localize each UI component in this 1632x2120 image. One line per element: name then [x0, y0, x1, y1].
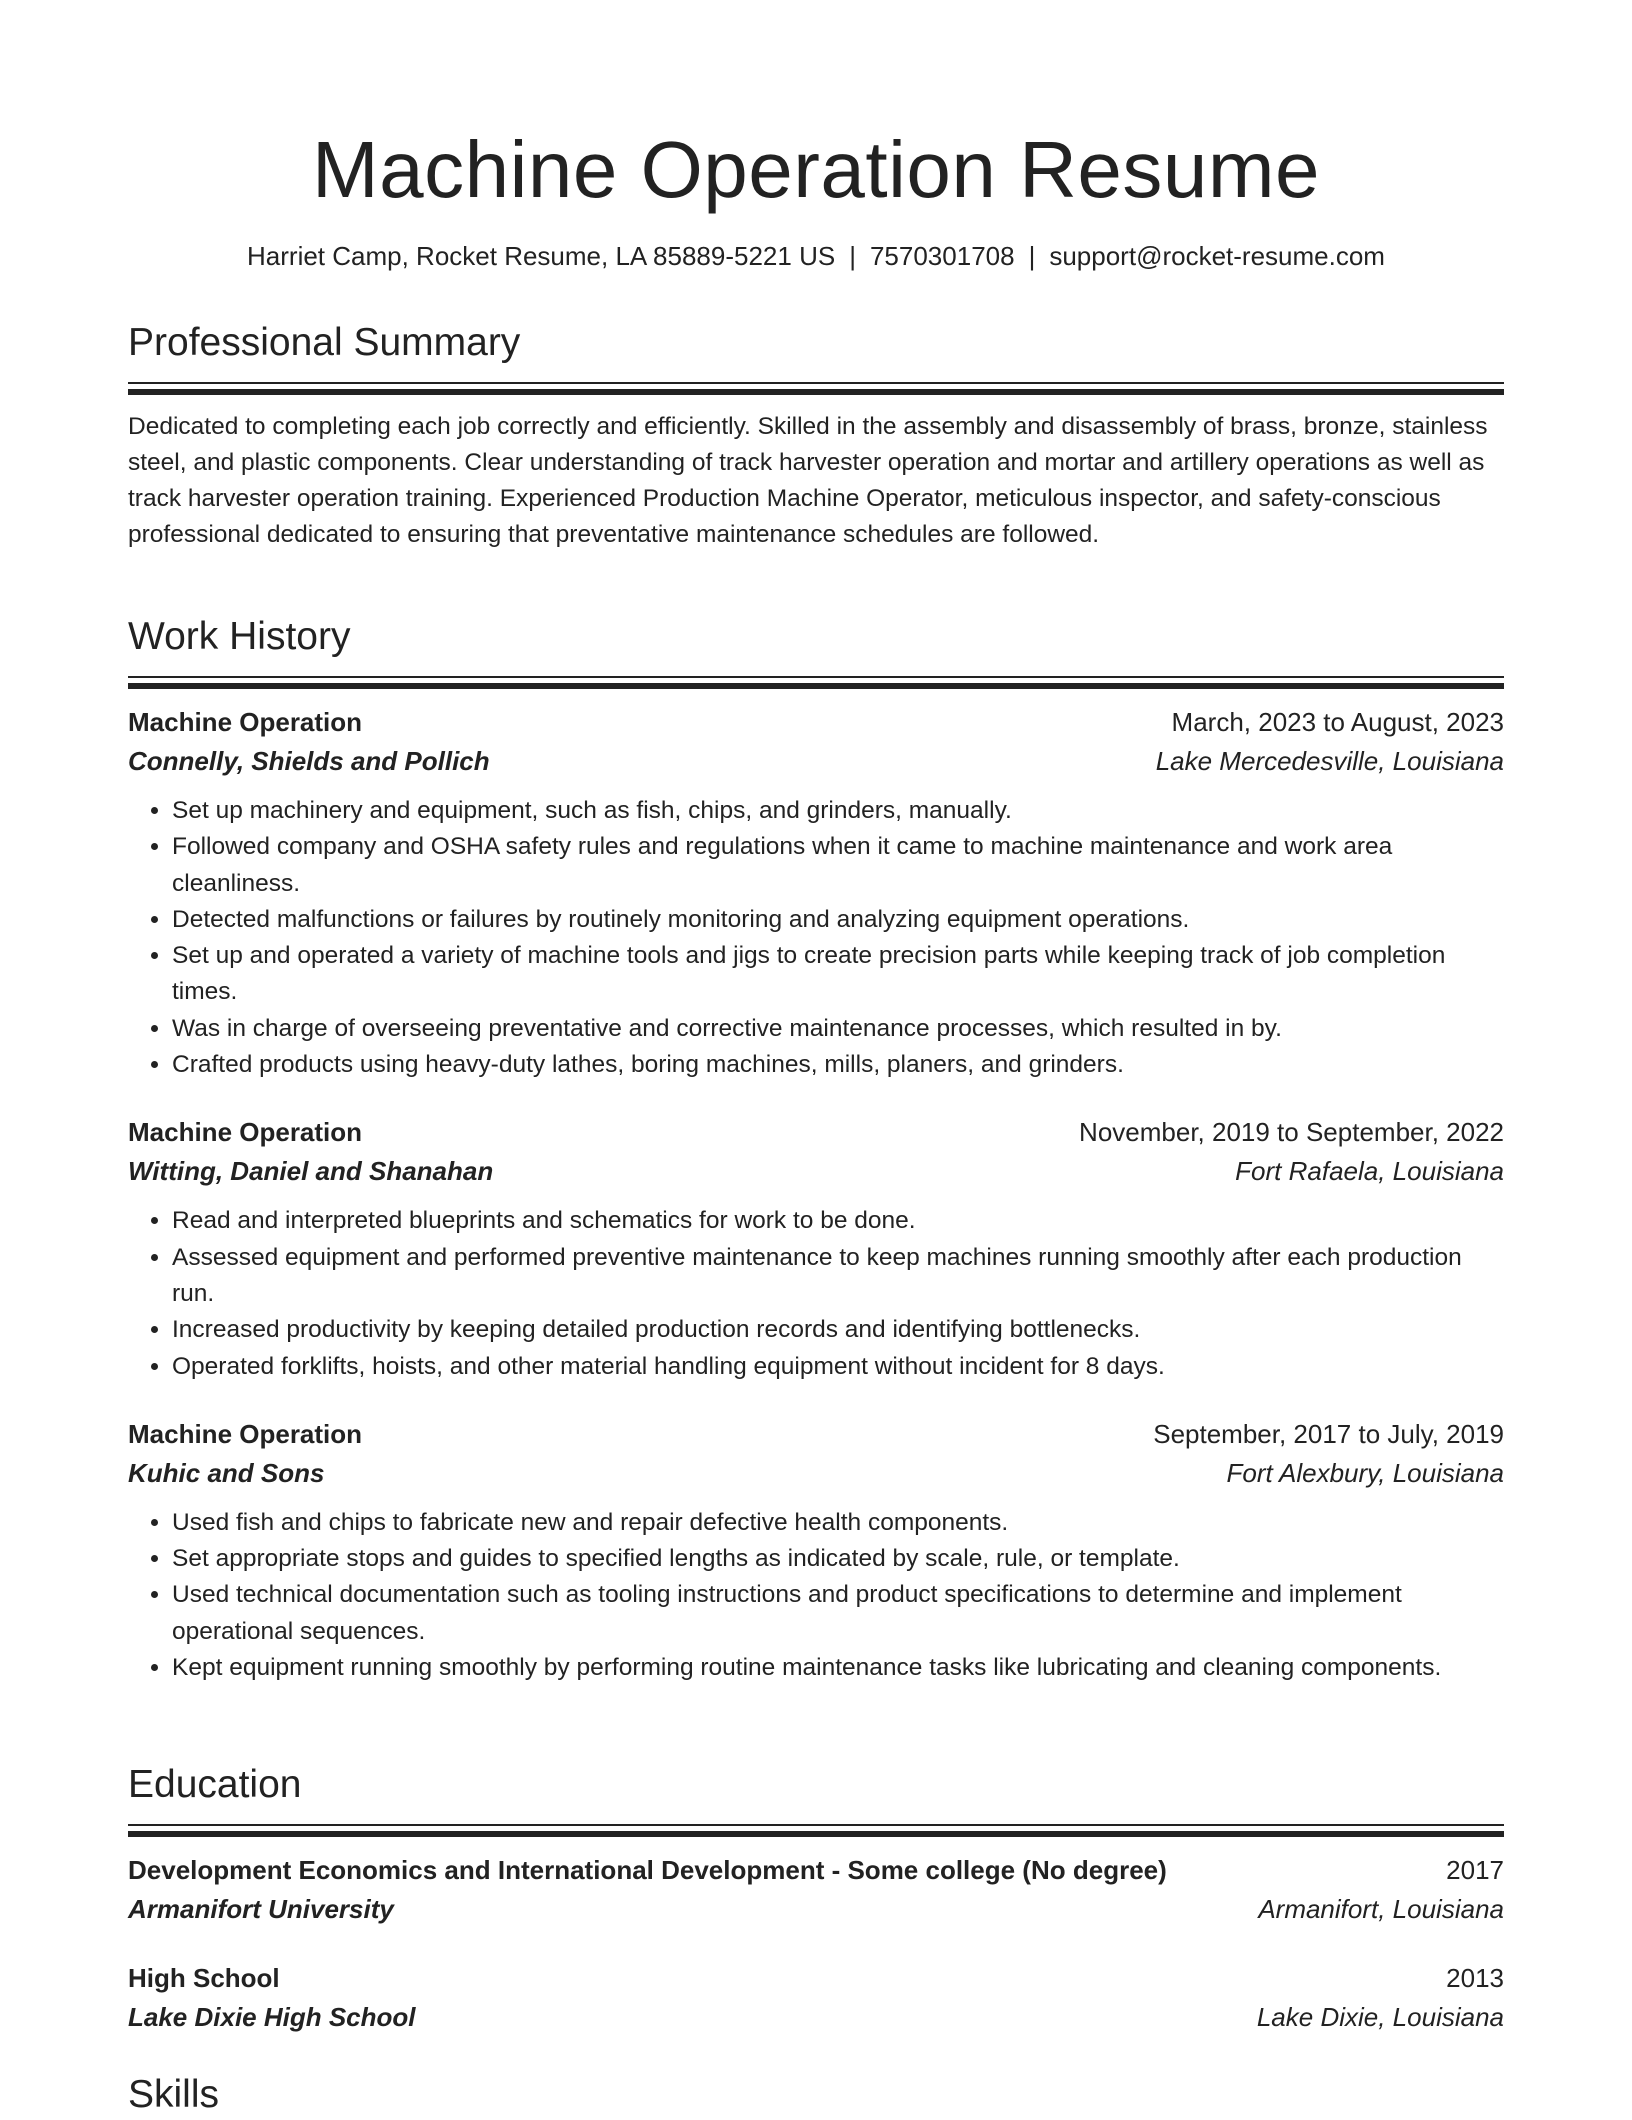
section-heading: Education: [128, 1763, 302, 1806]
section-divider: [128, 1824, 1504, 1826]
section-divider: [128, 683, 1504, 689]
job-dates: November, 2019 to September, 2022: [1079, 1117, 1504, 1148]
job-entry: [128, 703, 1504, 1083]
job-dates: September, 2017 to July, 2019: [1153, 1418, 1504, 1449]
list-item: • Followed company and OSHA safety rules and regulations when it came to machine maintenance and work area cleanliness.: [172, 829, 1504, 902]
list-item: • Detected malfunctions or failures by routinely monitoring and analyzing equipment operations.: [172, 902, 1504, 938]
job-title: Machine Operation: [128, 707, 363, 737]
job-title: Machine Operation: [128, 1418, 363, 1449]
education-degree: High School: [128, 1963, 280, 1993]
education-location: Lake Dixie, Louisiana: [1256, 2002, 1504, 2032]
list-item: • Set up and operated a variety of machine tools and jigs to create precision parts while keeping track of job completion times.: [172, 938, 1504, 1011]
resume-title: Machine Operation Resume: [311, 125, 1321, 214]
list-item: • Used technical documentation such as tooling instructions and product specifications to determine and implement operational sequences.: [172, 1577, 1504, 1650]
job-location: Lake Mercedesville, Louisiana: [1155, 746, 1504, 776]
job-bullets: [128, 1505, 1504, 1686]
list-item: • Kept equipment running smoothly by performing routine maintenance tasks like lubricating and cleaning components.: [172, 1650, 1504, 1686]
section-divider: [128, 676, 1504, 678]
job-dates: March, 2023 to August, 2023: [1171, 707, 1504, 737]
section-heading: Skills: [128, 2073, 220, 2116]
job-company: Connelly, Shields and Pollich: [128, 746, 490, 776]
list-item: • Was in charge of overseeing preventative and corrective maintenance processes, which resulted in by.: [172, 1011, 1504, 1047]
work-history-section: [128, 612, 1504, 1686]
job-entry: [128, 1113, 1504, 1384]
list-item: • Assessed equipment and performed preventive maintenance to keep machines running smoothly after each production run.: [172, 1240, 1504, 1313]
contact-phone: 7570301708: [869, 241, 1015, 271]
contact-line: [128, 238, 1504, 274]
education-year: 2013: [1446, 1963, 1504, 1993]
contact-separator: |: [849, 241, 856, 271]
education-section: [128, 1760, 1504, 2037]
list-item: • Operated forklifts, hoists, and other material handling equipment without incident for 8 days.: [172, 1349, 1504, 1385]
contact-email: support@rocket-resume.com: [1049, 241, 1385, 271]
list-item: • Increased productivity by keeping detailed production records and identifying bottlenecks.: [172, 1312, 1504, 1348]
section-heading: Work History: [128, 615, 351, 658]
education-location: Armanifort, Louisiana: [1258, 1894, 1504, 1924]
job-location: Fort Rafaela, Louisiana: [1235, 1156, 1504, 1187]
list-item: • Crafted products using heavy-duty lathes, boring machines, mills, planers, and grinders.: [172, 1047, 1504, 1083]
job-location: Fort Alexbury, Louisiana: [1226, 1457, 1504, 1488]
section-divider: [128, 389, 1504, 395]
contact-separator: |: [1028, 241, 1036, 271]
list-item: • Read and interpreted blueprints and schematics for work to be done.: [172, 1203, 1504, 1239]
job-bullets: [128, 1203, 1504, 1384]
section-heading: Professional Summary: [128, 321, 521, 364]
job-title: Machine Operation: [128, 1117, 363, 1148]
list-item: • Set up machinery and equipment, such as fish, chips, and grinders, manually.: [172, 793, 1504, 829]
job-bullets: [128, 793, 1504, 1083]
section-divider: [128, 1831, 1504, 1837]
education-year: 2017: [1446, 1855, 1504, 1885]
education-school: Armanifort University: [128, 1894, 394, 1924]
job-company: Kuhic and Sons: [128, 1457, 325, 1488]
education-school: Lake Dixie High School: [128, 2002, 416, 2032]
skills-section: [128, 2070, 1504, 2120]
education-degree: Development Economics and International Development - Some college (No degree): [128, 1855, 1167, 1885]
summary-section: [128, 318, 1504, 553]
education-entry: [128, 1851, 1504, 1929]
section-divider: [128, 382, 1504, 384]
job-entry: [128, 1415, 1504, 1686]
summary-text: Dedicated to completing each job correctly and efficiently. Skilled in the assembly and disassembly of brass, bronze, stainless steel, and plastic components. Clear understanding of track harvester operation and mortar and artillery operations as well as track harvester operation training. Experienced Production Machine Operator, meticulous inspector, and safety-conscious professional dedicated to ensuring that preventative maintenance schedules are followed.: [128, 413, 1488, 548]
job-company: Witting, Daniel and Shanahan: [128, 1156, 494, 1187]
list-item: • Set appropriate stops and guides to specified lengths as indicated by scale, rule, or template.: [172, 1541, 1504, 1577]
list-item: • Used fish and chips to fabricate new and repair defective health components.: [172, 1505, 1504, 1541]
education-entry: [128, 1959, 1504, 2037]
contact-address: Harriet Camp, Rocket Resume, LA 85889-5221 US: [247, 241, 836, 271]
